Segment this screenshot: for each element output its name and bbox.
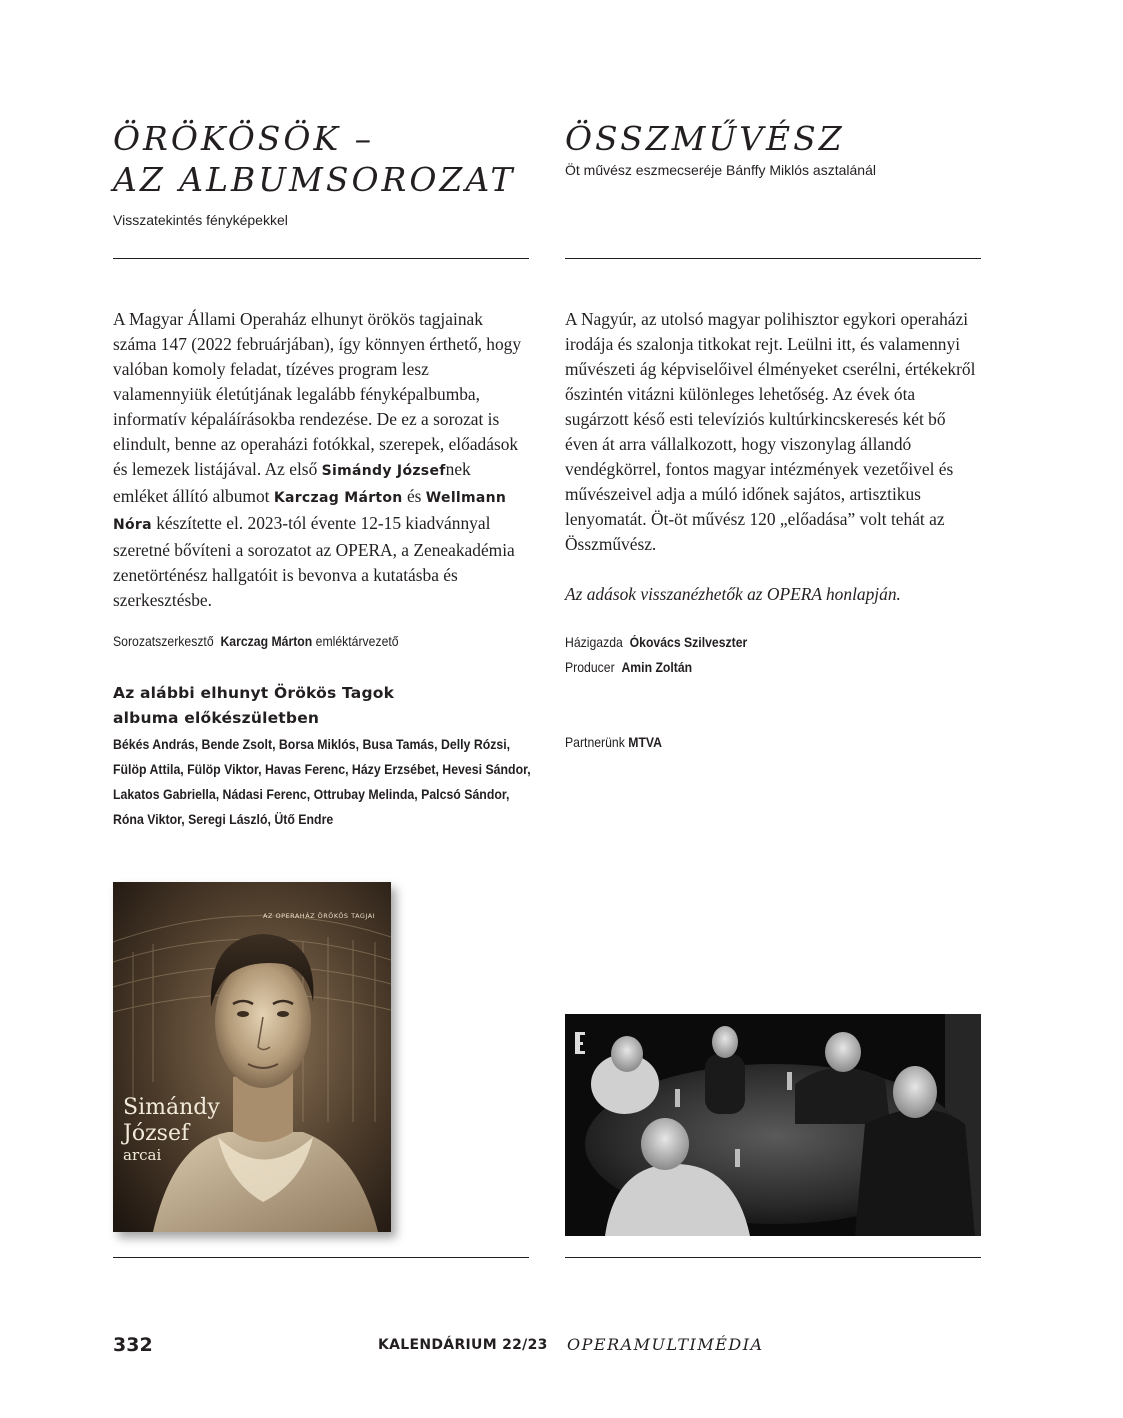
right-heading: ÖSSZMŰVÉSZ bbox=[565, 119, 845, 158]
bold-name: Wellmann Nóra bbox=[113, 490, 507, 533]
credit-role: Sorozatszerkesztő bbox=[113, 634, 214, 649]
cover-title2: József bbox=[123, 1121, 190, 1146]
cover-title3: arcai bbox=[123, 1146, 162, 1164]
bold-name: Karczag Márton bbox=[273, 490, 403, 506]
album-cover-image bbox=[113, 882, 391, 1232]
cover-series: AZ OPERAHÁZ ÖRÖKÖS TAGJAI bbox=[263, 912, 376, 920]
producer-role: Producer bbox=[565, 660, 615, 675]
partner-name: MTVA bbox=[628, 735, 663, 750]
left-subtitle: Visszatekintés fényképekkel bbox=[113, 212, 288, 228]
host-credit bbox=[565, 635, 747, 650]
producer-name: Amin Zoltán bbox=[621, 660, 693, 675]
right-italic-note: Az adások visszanézhetők az OPERA honlapján. bbox=[565, 584, 901, 604]
list-heading bbox=[113, 681, 533, 731]
section-name: OPERAMULTIMÉDIA bbox=[567, 1335, 764, 1354]
left-bottom-rule bbox=[113, 1257, 529, 1258]
publication-name: KALENDÁRIUM 22/23 bbox=[378, 1337, 548, 1353]
left-credit bbox=[113, 634, 399, 649]
list-heading-line1: Az alábbi elhunyt Örökös Tagok bbox=[113, 684, 395, 702]
page-number: 332 bbox=[113, 1334, 153, 1356]
right-body-text: A Nagyúr, az utolsó magyar polihisztor egykori operaházi irodája és szalonja titkokat rejt. Leülni itt, és valamennyi művészeti ág képviselőivel élményeket cserélni, értékekről őszintén vitázni különleges lehetőség. Az évek óta sugárzott késő esti televíziós kultúrkincskeresés két bő éven át arra vállalkozott, hogy viszonylag állandó vendégkörrel, fontos magyar intézmények vezetőivel és művészeivel adja a múló időnek sajátos, artisztikus lenyomatát. Öt-öt művész 120 „előadása” volt tehát az Összművész. bbox=[565, 309, 976, 554]
body-segment: és bbox=[402, 486, 426, 506]
partner-credit bbox=[565, 735, 662, 750]
left-heading bbox=[113, 118, 533, 200]
credit-suffix: emléktárvezető bbox=[315, 634, 399, 649]
right-top-rule bbox=[565, 258, 981, 259]
producer-credit bbox=[565, 660, 692, 675]
round-table-photo bbox=[565, 1014, 981, 1236]
host-name: Ókovács Szilveszter bbox=[629, 635, 748, 650]
host-role: Házigazda bbox=[565, 635, 623, 650]
bold-name: Simándy József bbox=[321, 463, 446, 479]
body-segment: A Magyar Állami Operaház elhunyt örökös tagjainak száma 147 (2022 februárjában), így könnyen érthető, hogy valóban komoly feladat, tízéves program lesz valamennyiük életútjának legalább fényképalbumba, informatív képaláírásokba rendezése. De ez a sorozat is elindult, benne az operaházi fotókkal, szerepek, előadások és lemezek listájával. Az első bbox=[113, 309, 522, 479]
partner-role: Partnerünk bbox=[565, 735, 625, 750]
body-segment: készítette el. 2023-tól évente 12-15 kiadvánnyal szeretné bővíteni a sorozatot az OPERA, a Zeneakadémia zenetörténész hallgatóit is bevonva a kutatásba és szerkesztésbe. bbox=[113, 513, 515, 610]
left-body-text bbox=[113, 307, 529, 613]
right-subtitle: Öt művész eszmecseréje Bánffy Miklós asztalánál bbox=[565, 162, 876, 178]
left-heading-line1: ÖRÖKÖSÖK – bbox=[113, 119, 375, 158]
cover-title1: Simándy bbox=[123, 1095, 220, 1120]
names-list: Békés András, Bende Zsolt, Borsa Miklós, Busa Tamás, Delly Rózsi, Fülöp Attila, Fülöp Viktor, Havas Ferenc, Házy Erzsébet, Hevesi Sándor, Lakatos Gabriella, Nádasi Ferenc, Ottrubay Melinda, Palcsó Sándor, Róna Viktor, Seregi László, Ütő Endre bbox=[113, 736, 531, 827]
left-heading-line2: AZ ALBUMSOROZAT bbox=[113, 160, 516, 199]
right-bottom-rule bbox=[565, 1257, 981, 1258]
body-segment: nek emléket állító albumot bbox=[113, 459, 471, 506]
list-heading-line2: albuma előkészületben bbox=[113, 709, 320, 727]
credit-name: Karczag Márton bbox=[220, 634, 313, 649]
left-top-rule bbox=[113, 258, 529, 259]
